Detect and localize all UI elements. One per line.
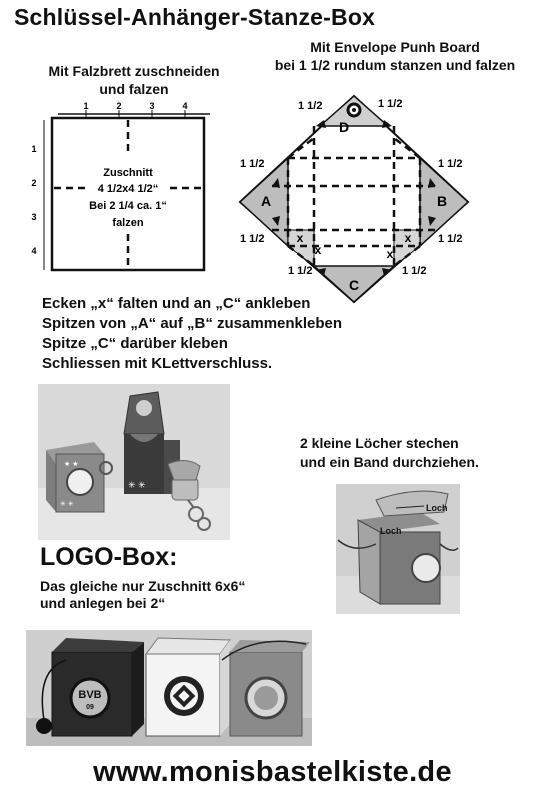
svg-text:✳ ✳: ✳ ✳	[128, 480, 146, 490]
measure-label-6: 1 1/2	[438, 233, 463, 245]
measure-label-8: 1 1/2	[402, 265, 427, 277]
instructions	[42, 294, 342, 374]
instruction-step-3: Spitze „C“ darüber kleben	[42, 335, 228, 352]
photo-box-holes	[336, 484, 460, 614]
measure-label-5: 1 1/2	[240, 233, 265, 245]
ruler-left-2: 2	[31, 178, 37, 188]
ruler-left-1: 1	[31, 144, 37, 154]
envelope-caption-line-1: Mit Envelope Punh Board	[310, 39, 480, 55]
measure-label-1: 1 1/2	[298, 100, 323, 112]
ruler-top-4: 4	[182, 101, 188, 111]
zuschnitt-line-2: 4 1/2x4 1/2“	[97, 183, 159, 195]
measure-label-4: 1 1/2	[438, 158, 463, 170]
falzbrett-caption-line-1: Mit Falzbrett zuschneiden	[48, 63, 220, 79]
flap-d-label: D	[338, 119, 350, 135]
hole-label-2: Loch	[380, 526, 402, 536]
logo-box-description-line-2: und anlegen bei 2“	[40, 595, 166, 611]
corner-x-right-2: x	[386, 247, 394, 261]
measure-label-2: 1 1/2	[378, 98, 403, 110]
falzbrett-diagram	[20, 98, 220, 278]
zuschnitt-line-1: Zuschnitt	[103, 167, 153, 179]
instruction-step-4: Schliessen mit KLettverschluss.	[42, 355, 273, 372]
ruler-top-3: 3	[149, 101, 155, 111]
falzbrett-caption	[18, 62, 250, 98]
holes-note-line-1: 2 kleine Löcher stechen	[300, 435, 459, 451]
hole-label-1: Loch	[426, 503, 448, 513]
logo-box-description	[40, 578, 245, 612]
svg-text:✳ ✳: ✳ ✳	[60, 501, 74, 508]
falzbrett-caption-line-2: und falzen	[99, 81, 169, 97]
instruction-step-1: Ecken „x“ falten und an „C“ ankleben	[42, 295, 311, 312]
bvb-logo-year: 09	[86, 704, 94, 711]
zuschnitt-line-3: Bei 2 1/4 ca. 1“	[89, 200, 167, 212]
measure-label-7: 1 1/2	[288, 265, 313, 277]
holes-note-line-2: und ein Band durchziehen.	[300, 454, 479, 470]
logo-box-title: LOGO-Box:	[40, 543, 178, 571]
photo-logo-boxes	[26, 630, 312, 746]
bvb-logo-text: BVB	[78, 689, 102, 701]
envelope-caption	[250, 38, 540, 74]
holes-note	[300, 434, 479, 472]
flap-b-label: B	[436, 193, 448, 209]
measure-label-3: 1 1/2	[240, 158, 265, 170]
page-title: Schlüssel-Anhänger-Stanze-Box	[14, 4, 376, 30]
ruler-top-2: 2	[116, 101, 122, 111]
flap-a-label: A	[260, 193, 272, 209]
photo-keychain-boxes	[38, 384, 230, 540]
ruler-top-1: 1	[83, 101, 89, 111]
envelope-caption-line-2: bei 1 1/2 rundum stanzen und falzen	[274, 57, 516, 73]
zuschnitt-line-4: falzen	[112, 217, 144, 229]
logo-box-description-line-1: Das gleiche nur Zuschnitt 6x6“	[40, 578, 246, 594]
corner-x-right-1: x	[404, 231, 412, 245]
flap-c-label: C	[348, 277, 360, 293]
corner-x-left-2: x	[314, 243, 322, 257]
ruler-left-3: 3	[31, 212, 37, 222]
corner-x-left-1: x	[296, 231, 304, 245]
envelope-diagram	[232, 90, 532, 310]
svg-text:★ ★: ★ ★	[64, 461, 79, 468]
ruler-left-4: 4	[31, 246, 37, 256]
website-url[interactable]: www.monisbastelkiste.de	[93, 756, 452, 788]
instruction-step-2: Spitzen von „A“ auf „B“ zusammenkleben	[42, 315, 343, 332]
